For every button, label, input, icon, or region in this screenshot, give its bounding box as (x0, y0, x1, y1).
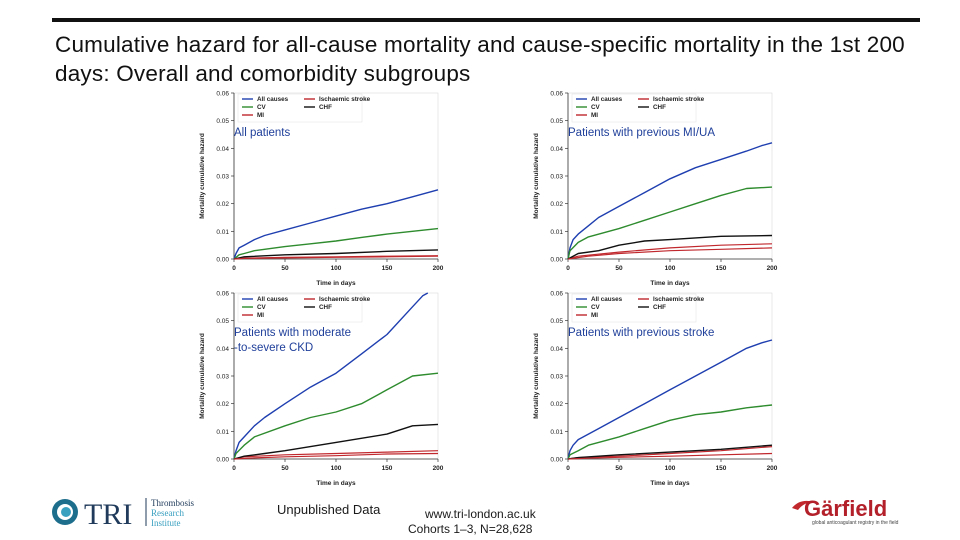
legend-label-mi: MI (257, 312, 264, 319)
x-tick-label: 200 (432, 265, 444, 272)
y-tick-label: 0.03 (216, 173, 229, 181)
legend-label-ischaemic-stroke: Ischaemic stroke (653, 296, 705, 303)
legend-label-all-causes: All causes (257, 296, 289, 303)
x-tick-label: 150 (715, 465, 727, 472)
x-tick-label: 0 (232, 465, 236, 472)
legend-label-all-causes: All causes (257, 96, 289, 103)
y-tick-label: 0.01 (216, 428, 229, 436)
unpublished-data-note: Unpublished Data (277, 502, 381, 517)
chart-svg (530, 288, 780, 488)
y-tick-label: 0.01 (216, 228, 229, 236)
x-tick-label: 100 (330, 265, 342, 272)
y-tick-label: 0.05 (550, 118, 563, 126)
y-axis-label: Mortality cumulative hazard (199, 133, 206, 219)
y-tick-label: 0.00 (550, 456, 563, 464)
panel-subtitle: Patients with previous MI/UA (568, 127, 716, 139)
y-tick-label: 0.02 (216, 401, 229, 409)
chart-panel-previous-stroke (530, 288, 780, 488)
legend-label-cv: CV (591, 304, 600, 311)
legend-label-cv: CV (591, 104, 600, 111)
tri-logo-sub-3: Institute (151, 518, 181, 528)
x-axis-label: Time in days (650, 280, 690, 287)
legend-label-mi: MI (257, 112, 264, 119)
legend-label-mi: MI (591, 112, 598, 119)
tri-logo (50, 494, 210, 530)
y-tick-label: 0.03 (550, 373, 563, 381)
panel-subtitle: Patients with previous stroke (568, 327, 715, 339)
chart-panel-all-patients (196, 88, 446, 288)
x-tick-label: 50 (281, 465, 289, 472)
chart-svg (196, 88, 446, 288)
chart-svg (196, 288, 446, 488)
legend-label-chf: CHF (319, 104, 332, 111)
y-tick-label: 0.06 (216, 290, 229, 298)
y-tick-label: 0.01 (550, 228, 563, 236)
x-tick-label: 0 (232, 265, 236, 272)
chart-panel-moderate-severe-ckd (196, 288, 446, 488)
x-tick-label: 100 (664, 465, 676, 472)
y-tick-label: 0.03 (216, 373, 229, 381)
x-axis-label: Time in days (316, 280, 356, 287)
x-tick-label: 0 (566, 265, 570, 272)
tri-logo-text: TRI (84, 498, 133, 530)
tri-logo-sub-1: Thrombosis (151, 498, 195, 508)
y-tick-label: 0.04 (550, 145, 563, 153)
cohorts-note: Cohorts 1–3, N=28,628 (408, 522, 533, 536)
y-tick-label: 0.04 (216, 345, 229, 353)
x-tick-label: 150 (381, 465, 393, 472)
y-tick-label: 0.04 (550, 345, 563, 353)
y-axis-label: Mortality cumulative hazard (533, 333, 540, 419)
tri-logo-sub-2: Research (151, 508, 184, 518)
x-tick-label: 200 (432, 465, 444, 472)
y-tick-label: 0.03 (550, 173, 563, 181)
y-tick-label: 0.00 (550, 256, 563, 264)
legend-label-ischaemic-stroke: Ischaemic stroke (653, 96, 705, 103)
x-tick-label: 200 (766, 265, 778, 272)
legend-label-ischaemic-stroke: Ischaemic stroke (319, 296, 371, 303)
x-tick-label: 100 (330, 465, 342, 472)
legend-label-chf: CHF (653, 104, 666, 111)
y-tick-label: 0.06 (550, 290, 563, 298)
y-tick-label: 0.02 (216, 201, 229, 209)
y-tick-label: 0.02 (550, 201, 563, 209)
y-axis-label: Mortality cumulative hazard (533, 133, 540, 219)
legend-label-ischaemic-stroke: Ischaemic stroke (319, 96, 371, 103)
y-tick-label: 0.02 (550, 401, 563, 409)
x-tick-label: 200 (766, 465, 778, 472)
chart-panel-previous-mi-ua (530, 88, 780, 288)
y-tick-label: 0.00 (216, 256, 229, 264)
x-tick-label: 0 (566, 465, 570, 472)
panel-subtitle: All patients (234, 127, 291, 139)
y-tick-label: 0.01 (550, 428, 563, 436)
y-tick-label: 0.06 (216, 90, 229, 98)
legend-label-all-causes: All causes (591, 296, 623, 303)
x-tick-label: 50 (281, 265, 289, 272)
y-axis-label: Mortality cumulative hazard (199, 333, 206, 419)
legend-label-all-causes: All causes (591, 96, 623, 103)
panel-subtitle: Patients with moderate -to-severe CKD (234, 327, 351, 354)
garfield-tagline: global anticoagulant registry in the field (812, 520, 899, 526)
x-tick-label: 150 (381, 265, 393, 272)
x-tick-label: 100 (664, 265, 676, 272)
x-tick-label: 50 (615, 265, 623, 272)
legend-label-cv: CV (257, 104, 266, 111)
x-axis-label: Time in days (650, 480, 690, 487)
y-tick-label: 0.05 (216, 318, 229, 326)
legend-label-cv: CV (257, 304, 266, 311)
legend-label-chf: CHF (653, 304, 666, 311)
x-tick-label: 50 (615, 465, 623, 472)
y-tick-label: 0.06 (550, 90, 563, 98)
x-axis-label: Time in days (316, 480, 356, 487)
garfield-logo (790, 494, 918, 526)
legend-label-mi: MI (591, 312, 598, 319)
website-link[interactable]: www.tri-london.ac.uk (425, 507, 536, 521)
legend-label-chf: CHF (319, 304, 332, 311)
y-tick-label: 0.00 (216, 456, 229, 464)
chart-svg (530, 88, 780, 288)
x-tick-label: 150 (715, 265, 727, 272)
y-tick-label: 0.05 (550, 318, 563, 326)
garfield-logo-text: Gärfield (804, 496, 888, 521)
y-tick-label: 0.05 (216, 118, 229, 126)
y-tick-label: 0.04 (216, 145, 229, 153)
title-rule (52, 18, 920, 22)
slide-title: Cumulative hazard for all-cause mortality and cause-specific mortality in the 1st 200 days: Overall and comorbidity subgroups (55, 32, 905, 86)
